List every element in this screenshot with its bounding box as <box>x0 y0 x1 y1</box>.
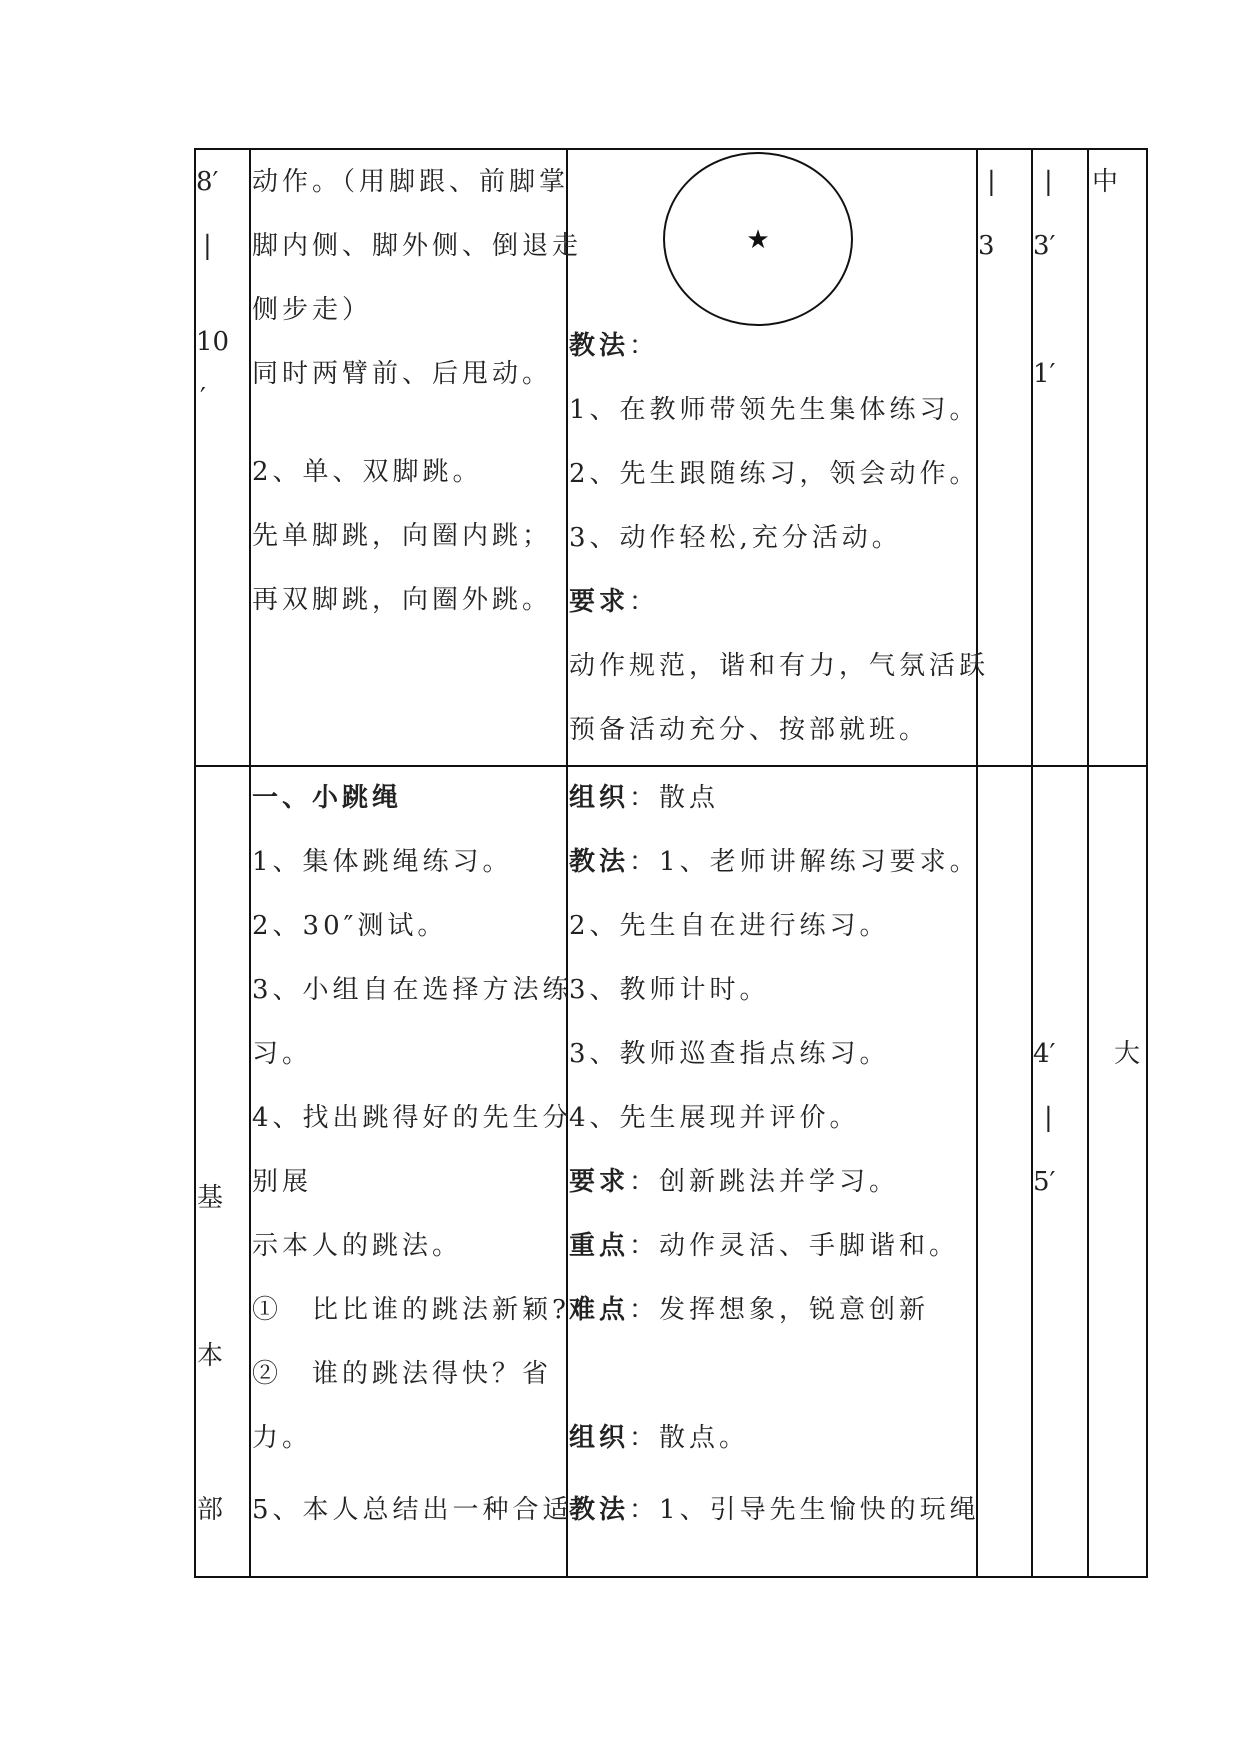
requirement-label: 要求 <box>569 1167 630 1197</box>
requirement-label: 要求 <box>569 587 630 617</box>
method-line: 3、教师计时。 <box>569 975 770 1005</box>
table-left-border <box>194 148 196 1578</box>
method-line: 预备活动充分、按部就班。 <box>569 715 930 745</box>
content-line: 5、本人总结出一种合适 <box>252 1495 573 1525</box>
col-divider-1 <box>249 148 251 1578</box>
content-line: 2、30″测试。 <box>252 911 448 941</box>
duration-value-2: 1′ <box>1033 359 1056 389</box>
method-line: 3、教师巡查指点练习。 <box>569 1039 890 1069</box>
section-label-char: 基 <box>197 1183 224 1213</box>
intensity-value: 中 <box>1092 167 1119 197</box>
section-title-text: 一、小跳绳 <box>252 783 403 813</box>
content-line: 习。 <box>252 1039 313 1069</box>
content-line: 力。 <box>252 1423 313 1453</box>
duration-value: 3′ <box>1033 231 1056 261</box>
organization-label: 组织 <box>569 783 630 813</box>
duration-separator: | <box>1044 167 1053 197</box>
teach-label-2: 教法 <box>569 1495 630 1525</box>
key-point-label: 重点 <box>569 1231 630 1261</box>
difficulty-label: 难点 <box>569 1295 630 1325</box>
section-title <box>252 782 402 814</box>
col-divider-5 <box>1087 148 1089 1578</box>
content-line: ② 谁的跳法得快？省 <box>252 1359 553 1389</box>
teacher-star-icon: ★ <box>746 225 770 255</box>
difficulty-line: 难点：发挥想象，锐意创新 <box>569 1295 930 1325</box>
count-separator: | <box>987 167 996 197</box>
time-separator: | <box>203 231 212 261</box>
formation-circle-diagram <box>660 150 856 328</box>
content-line: 同时两臂前、后甩动。 <box>252 359 553 389</box>
content-line: 4、找出跳得好的先生分 <box>252 1103 573 1133</box>
content-line: ① 比比谁的跳法新颖? <box>252 1295 570 1325</box>
method-line: 2、先生自在进行练习。 <box>569 911 890 941</box>
method-line: 4、先生展现并评价。 <box>569 1103 860 1133</box>
content-line: 再双脚跳，向圈外跳。 <box>252 585 553 615</box>
content-line: 别展 <box>252 1167 313 1197</box>
count-value: 3 <box>978 231 995 261</box>
section-label-char: 本 <box>197 1341 224 1371</box>
duration-separator: | <box>1044 1103 1053 1133</box>
row-divider <box>194 765 1148 767</box>
content-line: 先单脚跳，向圈内跳； <box>252 521 553 551</box>
teach-value: 1、老师讲解练习要求。 <box>659 847 980 877</box>
content-line: 2、单、双脚跳。 <box>252 457 483 487</box>
col-divider-2 <box>566 148 568 1578</box>
organization-line-2: 组织：散点。 <box>569 1423 750 1453</box>
content-line: 动作。（用脚跟、前脚掌 <box>252 167 570 197</box>
content-line: 示本人的跳法。 <box>252 1231 463 1261</box>
time-end: 10 <box>196 327 230 357</box>
duration-end: 5′ <box>1033 1167 1056 1197</box>
teach-line: 教法：1、老师讲解练习要求。 <box>569 847 980 877</box>
key-point-value: 动作灵活、手脚谐和。 <box>659 1231 960 1261</box>
content-line: 3、小组自在选择方法练 <box>252 975 573 1005</box>
organization-value-2: 散点。 <box>659 1423 750 1453</box>
duration-start: 4′ <box>1033 1039 1056 1069</box>
teach-label: 教法 <box>569 331 630 361</box>
organization-line: 组织：散点 <box>569 783 720 813</box>
teach-value-2: 1、引导先生愉快的玩绳 <box>659 1495 980 1525</box>
time-end-unit: ′ <box>200 383 206 413</box>
method-line: 1、在教师带领先生集体练习。 <box>569 395 980 425</box>
content-line: 1、集体跳绳练习。 <box>252 847 513 877</box>
time-start: 8′ <box>196 167 219 197</box>
requirement-heading: 要求： <box>569 587 660 617</box>
intensity-value: 大 <box>1114 1039 1141 1069</box>
teach-heading: 教法： <box>569 331 660 361</box>
requirement-value: 创新跳法并学习。 <box>659 1167 900 1197</box>
method-line: 2、先生跟随练习，领会动作。 <box>569 459 980 489</box>
teach-label: 教法 <box>569 847 630 877</box>
table-bottom-border <box>194 1576 1148 1578</box>
organization-value: 散点 <box>659 783 720 813</box>
teach-line-2: 教法：1、引导先生愉快的玩绳 <box>569 1495 980 1525</box>
method-line: 动作规范，谐和有力，气氛活跃 <box>569 651 990 681</box>
method-line: 3、动作轻松,充分活动。 <box>569 523 902 553</box>
content-line: 侧步走） <box>252 295 373 325</box>
section-label-char: 部 <box>197 1495 224 1525</box>
key-point-line: 重点：动作灵活、手脚谐和。 <box>569 1231 960 1261</box>
organization-label-2: 组织 <box>569 1423 630 1453</box>
difficulty-value: 发挥想象，锐意创新 <box>659 1295 930 1325</box>
content-line: 脚内侧、脚外侧、倒退走 <box>252 231 583 261</box>
table-right-border <box>1146 148 1148 1578</box>
requirement-line: 要求：创新跳法并学习。 <box>569 1167 900 1197</box>
